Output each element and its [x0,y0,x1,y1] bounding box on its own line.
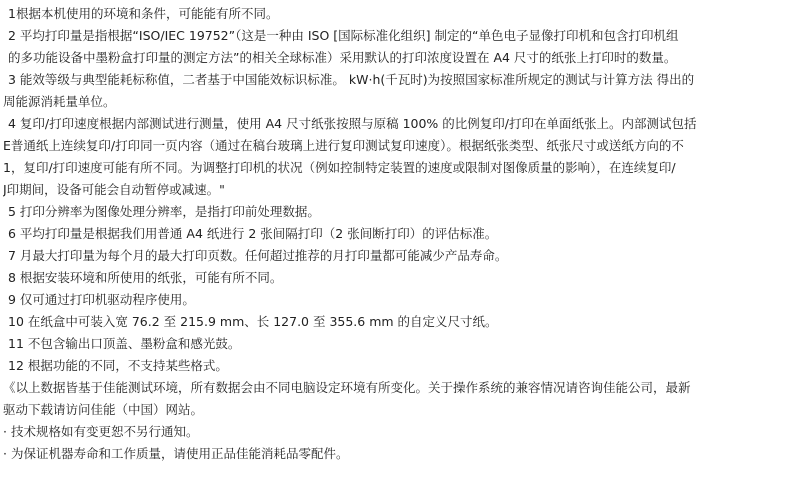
footnote-2-line-2: 的多功能设备中墨粉盒打印量的测定方法”的相关全球标准）采用默认的打印浓度设置在 A4 尺寸的纸张上打印时的数量。 [8,50,677,65]
disclaimer-test-environment-line-2: 驱动下载请访问佳能（中国）网站。 [3,402,204,417]
footnote-3-line-1: 3 能效等级与典型能耗标称值，二者基于中国能效标识标准。 kW·h(千瓦时)为按照国家标准所规定的测试与计算方法 得出的 [8,72,695,87]
footnote-3-line-2: 周能源消耗量单位。 [3,94,116,109]
disclaimer-spec-change: · 技术规格如有变更恕不另行通知。 [3,424,199,439]
footnote-4-line-4: J印期间，设备可能会自动暂停或减速。" [3,182,225,197]
footnote-5: 5 打印分辨率为图像处理分辨率，是指打印前处理数据。 [8,204,320,219]
footnote-9: 9 仅可通过打印机驱动程序使用。 [8,292,195,307]
footnote-6: 6 平均打印量是根据我们用普通 A4 纸进行 2 张间隔打印（2 张间断打印）的评估标准。 [8,226,498,241]
footnote-8: 8 根据安装环境和所使用的纸张，可能有所不同。 [8,270,283,285]
footnote-1: 1根据本机使用的环境和条件，可能能有所不同。 [8,6,279,21]
footnote-10: 10 在纸盒中可装入宽 76.2 至 215.9 mm、长 127.0 至 355.6 mm 的自定义尺寸纸。 [8,314,498,329]
footnote-4-line-2: E普通纸上连续复印/打印同一页内容（通过在稿台玻璃上进行复印测试复印速度）。根据纸张类型、纸张尺寸或送纸方向的不 [3,138,684,153]
footnote-7: 7 月最大打印量为每个月的最大打印页数。任何超过推荐的月打印量都可能减少产品寿命。 [8,248,508,263]
disclaimer-genuine-supplies: · 为保证机器寿命和工作质量，请使用正品佳能消耗品零配件。 [3,446,349,461]
disclaimer-test-environment-line-1: 《以上数据皆基于佳能测试环境，所有数据会由不同电脑设定环境有所变化。关于操作系统的兼容情况请咨询佳能公司，最新 [3,380,691,395]
footnote-2-line-1: 2 平均打印量是指根据“ISO/IEC 19752”（这是一种由 ISO [国际标准化组织] 制定的“单色电子显像打印机和包含打印机组 [8,28,679,43]
footnote-4-line-3: 1，复印/打印速度可能有所不同。为调整打印机的状况（例如控制特定装置的速度或限制对图像质量的影响），在连续复印/ [3,160,676,175]
footnote-12: 12 根据功能的不同，不支持某些格式。 [8,358,228,373]
footnote-11: 11 不包含输出口顶盖、墨粉盒和感光鼓。 [8,336,241,351]
footnote-4-line-1: 4 复印/打印速度根据内部测试进行测量，使用 A4 尺寸纸张按照与原稿 100% 的比例复印/打印在单面纸张上。内部测试包括 [8,116,697,131]
